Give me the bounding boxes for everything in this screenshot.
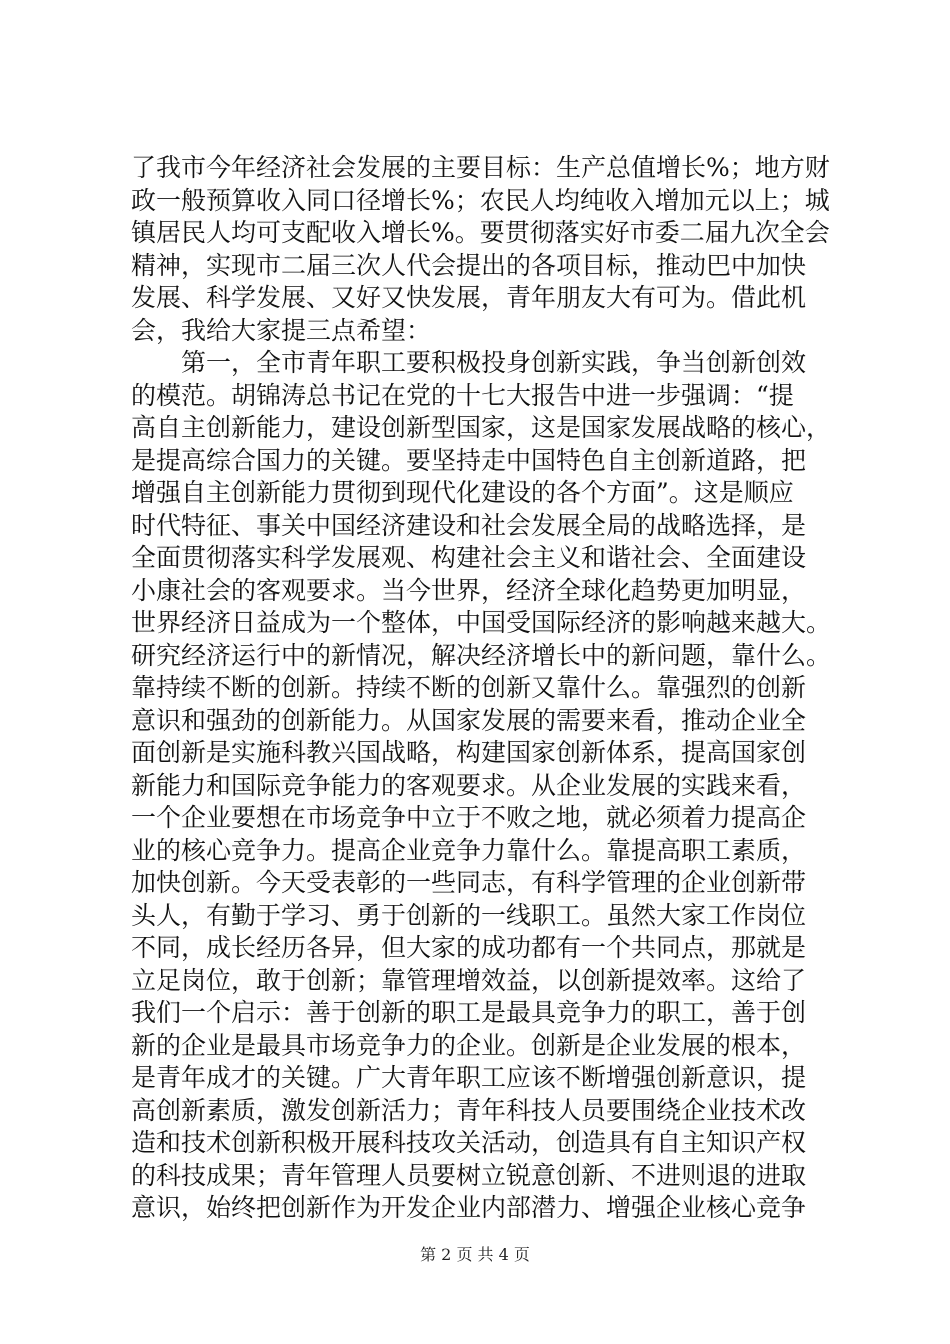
text-line: 发展、科学发展、又好又快发展，青年朋友大有可为。借此机 [131,283,807,312]
text-line: 增强自主创新能力贯彻到现代化建设的各个方面”。这是顺应 [131,478,794,507]
text-line: 镇居民人均可支配收入增长%。要贯彻落实好市委二届九次全会 [131,218,830,247]
text-line: 新能力和国际竞争能力的客观要求。从企业发展的实践来看， [131,770,807,800]
text-line: 造和技术创新积极开展科技攻关活动，创造具有自主知识产权 [131,1128,807,1157]
body-text [131,152,831,1225]
text-line: 政一般预算收入同口径增长%；农民人均纯收入增加元以上；城 [131,185,830,215]
text-line: 精神，实现市二届三次人代会提出的各项目标，推动巴中加快 [131,250,807,280]
text-line: 时代特征、事关中国经济建设和社会发展全局的战略选择，是 [131,510,807,540]
text-line: 会，我给大家提三点希望： [131,315,432,345]
text-line: 靠持续不断的创新。持续不断的创新又靠什么。靠强烈的创新 [131,673,807,702]
text-line: 是提高综合国力的关键。要坚持走中国特色自主创新道路，把 [131,445,807,475]
text-line: 的科技成果；青年管理人员要树立锐意创新、不进则退的进取 [131,1160,807,1190]
text-line: 高自主创新能力，建设创新型国家，这是国家发展战略的核心， [131,413,832,442]
text-line: 立足岗位，敢于创新；靠管理增效益，以创新提效率。这给了 [131,965,807,995]
text-line: 头人，有勤于学习、勇于创新的一线职工。虽然大家工作岗位 [131,900,807,930]
text-line: 全面贯彻落实科学发展观、构建社会主义和谐社会、全面建设 [131,543,807,572]
text-line: 新的企业是最具市场竞争力的企业。创新是企业发展的根本， [131,1030,807,1060]
text-line: 研究经济运行中的新情况，解决经济增长中的新问题，靠什么。 [131,640,832,670]
text-line: 我们一个启示：善于创新的职工是最具竞争力的职工，善于创 [131,998,807,1027]
page-footer: 第 2 页 共 4 页 [420,1245,530,1264]
text-line: 业的核心竞争力。提高企业竞争力靠什么。靠提高职工素质， [131,835,807,865]
text-line: 了我市今年经济社会发展的主要目标：生产总值增长%；地方财 [131,153,830,182]
text-line: 的模范。胡锦涛总书记在党的十七大报告中进一步强调：“提 [131,380,794,410]
text-line: 第一，全市青年职工要积极投身创新实践，争当创新创效 [131,348,807,377]
text-line: 意识，始终把创新作为开发企业内部潜力、增强企业核心竞争 [131,1193,807,1222]
text-line: 加快创新。今天受表彰的一些同志，有科学管理的企业创新带 [131,868,807,897]
text-line: 世界经济日益成为一个整体，中国受国际经济的影响越来越大。 [131,608,832,637]
text-line: 小康社会的客观要求。当今世界，经济全球化趋势更加明显， [131,575,807,605]
text-line: 一个企业要想在市场竞争中立于不败之地，就必须着力提高企 [131,803,807,832]
text-line: 高创新素质，激发创新活力；青年科技人员要围绕企业技术改 [131,1095,807,1125]
text-line: 是青年成才的关键。广大青年职工应该不断增强创新意识，提 [131,1063,807,1092]
text-line: 不同，成长经历各异，但大家的成功都有一个共同点，那就是 [131,933,807,962]
text-line: 面创新是实施科教兴国战略，构建国家创新体系，提高国家创 [131,738,807,767]
text-line: 意识和强劲的创新能力。从国家发展的需要来看，推动企业全 [131,705,807,735]
